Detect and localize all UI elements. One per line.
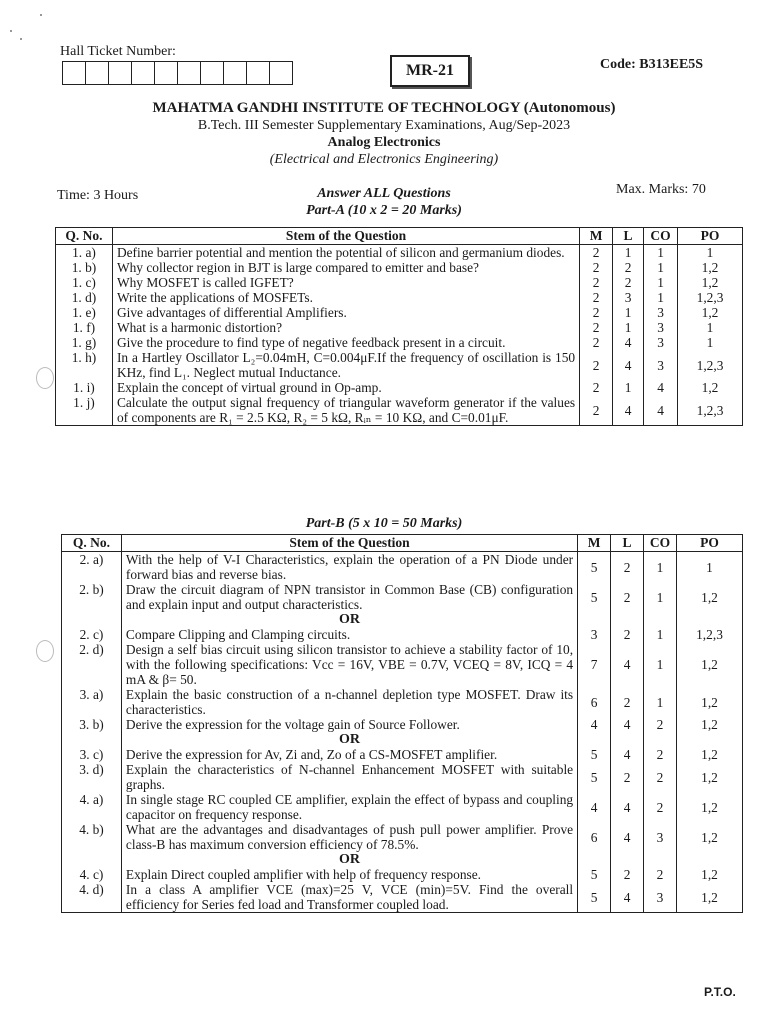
- question-stem: In a Hartley Oscillator L₂=0.04mH, C=0.004μF.If the frequency of oscillation is 150 KHz, find L₁. Neglect mutual Inductance.: [112, 350, 579, 380]
- course-outcome: 1: [644, 260, 678, 275]
- course-outcome: 2: [644, 717, 677, 732]
- question-number: 2. b): [62, 582, 122, 612]
- subject-code: Code: B313EE5S: [600, 57, 704, 72]
- col-qno: Q. No.: [62, 535, 122, 552]
- program-outcome: 1,2: [678, 275, 743, 290]
- program-outcome: 1,2,3: [678, 395, 743, 426]
- or-spacer: [578, 852, 611, 867]
- marks: 2: [580, 350, 613, 380]
- level: 4: [611, 822, 644, 852]
- question-number: 1. j): [56, 395, 113, 426]
- marks: 2: [580, 305, 613, 320]
- marks: 2: [580, 275, 613, 290]
- hall-ticket-digit-box: [155, 62, 178, 84]
- question-stem: Explain the concept of virtual ground in Op-amp.: [112, 380, 579, 395]
- question-row: [56, 350, 743, 380]
- question-row: [62, 822, 743, 852]
- course-outcome: 1: [644, 687, 677, 717]
- or-spacer: [578, 612, 611, 627]
- part-b-table: [61, 534, 743, 913]
- marks: 2: [580, 320, 613, 335]
- hall-ticket-digit-box: [270, 62, 292, 84]
- course-outcome: 1: [644, 642, 677, 687]
- level: 1: [613, 305, 644, 320]
- question-row: [56, 380, 743, 395]
- level: 2: [611, 687, 644, 717]
- marks: 6: [578, 687, 611, 717]
- question-stem: What is a harmonic distortion?: [112, 320, 579, 335]
- question-stem: Give advantages of differential Amplifiers.: [112, 305, 579, 320]
- question-row: [62, 687, 743, 717]
- or-row: [62, 852, 743, 867]
- or-row: [62, 732, 743, 747]
- level: 4: [613, 350, 644, 380]
- question-row: [56, 305, 743, 320]
- program-outcome: 1: [678, 320, 743, 335]
- program-outcome: 1,2: [677, 747, 743, 762]
- course-outcome: 4: [644, 380, 678, 395]
- or-spacer: [644, 612, 677, 627]
- or-spacer: [677, 852, 743, 867]
- question-row: [56, 320, 743, 335]
- program-outcome: 1,2,3: [677, 627, 743, 642]
- hall-ticket-digit-box: [132, 62, 155, 84]
- level: 1: [613, 320, 644, 335]
- question-row: [62, 762, 743, 792]
- program-outcome: 1,2: [677, 762, 743, 792]
- question-number: 1. f): [56, 320, 113, 335]
- question-number: 3. a): [62, 687, 122, 717]
- or-label: OR: [121, 852, 577, 867]
- col-co: CO: [644, 228, 678, 245]
- question-number: 4. a): [62, 792, 122, 822]
- marks: 4: [578, 792, 611, 822]
- marks: 2: [580, 290, 613, 305]
- program-outcome: 1,2: [678, 380, 743, 395]
- question-number: 4. c): [62, 867, 122, 882]
- question-number: 3. c): [62, 747, 122, 762]
- col-m: M: [580, 228, 613, 245]
- hall-ticket-digit-box: [86, 62, 109, 84]
- question-stem: Explain Direct coupled amplifier with help of frequency response.: [121, 867, 577, 882]
- col-m: M: [578, 535, 611, 552]
- program-outcome: 1: [678, 335, 743, 350]
- part-a-table: [55, 227, 743, 426]
- subject-name: Analog Electronics: [327, 135, 441, 150]
- punch-hole: [36, 367, 54, 389]
- question-row: [56, 275, 743, 290]
- course-outcome: 3: [644, 882, 677, 913]
- or-spacer: [677, 732, 743, 747]
- course-outcome: 1: [644, 552, 677, 583]
- hall-ticket-digit-box: [201, 62, 224, 84]
- question-number: 2. c): [62, 627, 122, 642]
- punch-hole: [36, 640, 54, 662]
- question-stem: Draw the circuit diagram of NPN transistor in Common Base (CB) configuration and explain input and output characteristics.: [121, 582, 577, 612]
- question-number: 2. a): [62, 552, 122, 583]
- scan-speck: [20, 38, 22, 40]
- question-row: [62, 627, 743, 642]
- marks: 5: [578, 762, 611, 792]
- course-outcome: 2: [644, 747, 677, 762]
- question-row: [62, 747, 743, 762]
- or-spacer: [62, 612, 122, 627]
- or-spacer: [611, 732, 644, 747]
- marks: 4: [578, 717, 611, 732]
- hall-ticket-digit-box: [63, 62, 86, 84]
- question-number: 1. i): [56, 380, 113, 395]
- question-stem: Define barrier potential and mention the potential of silicon and germanium diodes.: [112, 245, 579, 261]
- question-number: 1. c): [56, 275, 113, 290]
- question-row: [56, 335, 743, 350]
- col-po: PO: [677, 535, 743, 552]
- program-outcome: 1,2: [677, 582, 743, 612]
- program-outcome: 1,2: [678, 305, 743, 320]
- question-number: 4. d): [62, 882, 122, 913]
- regulation-badge: MR-21: [390, 55, 470, 87]
- or-spacer: [62, 732, 122, 747]
- level: 4: [611, 882, 644, 913]
- or-spacer: [644, 732, 677, 747]
- part-b-title: Part-B (5 x 10 = 50 Marks): [305, 516, 463, 531]
- course-outcome: 3: [644, 320, 678, 335]
- question-stem: Compare Clipping and Clamping circuits.: [121, 627, 577, 642]
- question-stem: With the help of V-I Characteristics, explain the operation of a PN Diode under forward bias and reverse bias.: [121, 552, 577, 583]
- question-stem: Explain the characteristics of N-channel Enhancement MOSFET with suitable graphs.: [121, 762, 577, 792]
- exam-name: B.Tech. III Semester Supplementary Examinations, Aug/Sep-2023: [197, 118, 571, 133]
- course-outcome: 1: [644, 290, 678, 305]
- or-label: OR: [121, 732, 577, 747]
- question-row: [62, 882, 743, 913]
- course-outcome: 2: [644, 867, 677, 882]
- hall-ticket-digit-box: [109, 62, 132, 84]
- marks: 7: [578, 642, 611, 687]
- or-label: OR: [121, 612, 577, 627]
- or-spacer: [644, 852, 677, 867]
- level: 4: [613, 335, 644, 350]
- question-number: 4. b): [62, 822, 122, 852]
- question-stem: Derive the expression for Av, Zi and, Zo of a CS-MOSFET amplifier.: [121, 747, 577, 762]
- question-stem: Write the applications of MOSFETs.: [112, 290, 579, 305]
- hall-ticket-label: Hall Ticket Number:: [60, 44, 176, 59]
- or-spacer: [611, 852, 644, 867]
- course-outcome: 1: [644, 275, 678, 290]
- question-row: [56, 395, 743, 426]
- or-spacer: [578, 732, 611, 747]
- time-allowed: Time: 3 Hours: [57, 188, 139, 203]
- or-row: [62, 612, 743, 627]
- max-marks: Max. Marks: 70: [616, 182, 706, 197]
- course-outcome: 1: [644, 582, 677, 612]
- level: 4: [611, 792, 644, 822]
- question-stem: In single stage RC coupled CE amplifier, explain the effect of bypass and coupling capacitor on frequency response.: [121, 792, 577, 822]
- marks: 5: [578, 582, 611, 612]
- scan-speck: [40, 14, 42, 16]
- question-row: [56, 260, 743, 275]
- col-l: L: [611, 535, 644, 552]
- or-spacer: [677, 612, 743, 627]
- question-stem: Explain the basic construction of a n-channel depletion type MOSFET. Draw its characteristics.: [121, 687, 577, 717]
- part-a-title: Part-A (10 x 2 = 20 Marks): [306, 203, 462, 218]
- marks: 2: [580, 260, 613, 275]
- marks: 6: [578, 822, 611, 852]
- program-outcome: 1: [678, 245, 743, 261]
- level: 2: [613, 260, 644, 275]
- question-row: [62, 867, 743, 882]
- program-outcome: 1,2: [677, 867, 743, 882]
- program-outcome: 1,2: [677, 822, 743, 852]
- question-stem: Design a self bias circuit using silicon transistor to achieve a stability factor of 10, with the following specifications: Vcc = 16V, VBE = 0.7V, VCEQ = 8V, ICQ = 4 mA & β= 50.: [121, 642, 577, 687]
- program-outcome: 1,2: [677, 642, 743, 687]
- level: 2: [611, 582, 644, 612]
- marks: 5: [578, 882, 611, 913]
- marks: 5: [578, 867, 611, 882]
- page-turn-over: P.T.O.: [704, 985, 736, 999]
- marks: 5: [578, 747, 611, 762]
- or-spacer: [62, 852, 122, 867]
- question-stem: Calculate the output signal frequency of triangular waveform generator if the values of components are R₁ = 2.5 KΩ, R₂ = 5 kΩ, Rᵢₙ = 10 KΩ, and C=0.01μF.: [112, 395, 579, 426]
- institute-name: MAHATMA GANDHI INSTITUTE OF TECHNOLOGY (Autonomous): [152, 100, 616, 116]
- question-stem: Why collector region in BJT is large compared to emitter and base?: [112, 260, 579, 275]
- program-outcome: 1: [677, 552, 743, 583]
- question-number: 1. e): [56, 305, 113, 320]
- question-stem: Derive the expression for the voltage gain of Source Follower.: [121, 717, 577, 732]
- level: 2: [611, 762, 644, 792]
- course-outcome: 1: [644, 245, 678, 261]
- program-outcome: 1,2: [677, 792, 743, 822]
- hall-ticket-digit-box: [178, 62, 201, 84]
- question-row: [62, 582, 743, 612]
- program-outcome: 1,2: [677, 717, 743, 732]
- or-spacer: [611, 612, 644, 627]
- program-outcome: 1,2: [677, 687, 743, 717]
- course-outcome: 3: [644, 335, 678, 350]
- level: 4: [611, 747, 644, 762]
- course-outcome: 3: [644, 350, 678, 380]
- level: 2: [611, 867, 644, 882]
- marks: 2: [580, 335, 613, 350]
- question-row: [62, 792, 743, 822]
- instruction: Answer ALL Questions: [317, 186, 451, 201]
- level: 2: [611, 627, 644, 642]
- question-row: [56, 290, 743, 305]
- col-stem: Stem of the Question: [121, 535, 577, 552]
- col-l: L: [613, 228, 644, 245]
- question-number: 1. a): [56, 245, 113, 261]
- level: 1: [613, 380, 644, 395]
- scan-speck: [10, 30, 12, 32]
- question-number: 2. d): [62, 642, 122, 687]
- col-stem: Stem of the Question: [112, 228, 579, 245]
- hall-ticket-boxes: [62, 61, 293, 85]
- question-stem: Why MOSFET is called IGFET?: [112, 275, 579, 290]
- marks: 3: [578, 627, 611, 642]
- col-qno: Q. No.: [56, 228, 113, 245]
- marks: 2: [580, 245, 613, 261]
- course-outcome: 3: [644, 822, 677, 852]
- marks: 2: [580, 395, 613, 426]
- question-number: 3. b): [62, 717, 122, 732]
- course-outcome: 2: [644, 792, 677, 822]
- level: 4: [611, 642, 644, 687]
- col-po: PO: [678, 228, 743, 245]
- level: 1: [613, 245, 644, 261]
- level: 2: [611, 552, 644, 583]
- department-name: (Electrical and Electronics Engineering): [269, 152, 499, 167]
- question-number: 1. g): [56, 335, 113, 350]
- question-number: 3. d): [62, 762, 122, 792]
- question-row: [62, 642, 743, 687]
- question-stem: Give the procedure to find type of negative feedback present in a circuit.: [112, 335, 579, 350]
- marks: 2: [580, 380, 613, 395]
- course-outcome: 2: [644, 762, 677, 792]
- program-outcome: 1,2,3: [678, 290, 743, 305]
- question-stem: In a class A amplifier VCE (max)=25 V, VCE (min)=5V. Find the overall efficiency for Series fed load and Transformer coupled load.: [121, 882, 577, 913]
- level: 4: [613, 395, 644, 426]
- question-number: 1. h): [56, 350, 113, 380]
- level: 3: [613, 290, 644, 305]
- question-stem: What are the advantages and disadvantages of push pull power amplifier. Prove class-B has maximum conversion efficiency of 78.5%.: [121, 822, 577, 852]
- question-row: [62, 552, 743, 583]
- level: 4: [611, 717, 644, 732]
- course-outcome: 3: [644, 305, 678, 320]
- question-row: [62, 717, 743, 732]
- question-number: 1. b): [56, 260, 113, 275]
- col-co: CO: [644, 535, 677, 552]
- level: 2: [613, 275, 644, 290]
- program-outcome: 1,2: [678, 260, 743, 275]
- question-number: 1. d): [56, 290, 113, 305]
- course-outcome: 1: [644, 627, 677, 642]
- program-outcome: 1,2: [677, 882, 743, 913]
- question-row: [56, 245, 743, 261]
- course-outcome: 4: [644, 395, 678, 426]
- program-outcome: 1,2,3: [678, 350, 743, 380]
- marks: 5: [578, 552, 611, 583]
- hall-ticket-digit-box: [247, 62, 270, 84]
- hall-ticket-digit-box: [224, 62, 247, 84]
